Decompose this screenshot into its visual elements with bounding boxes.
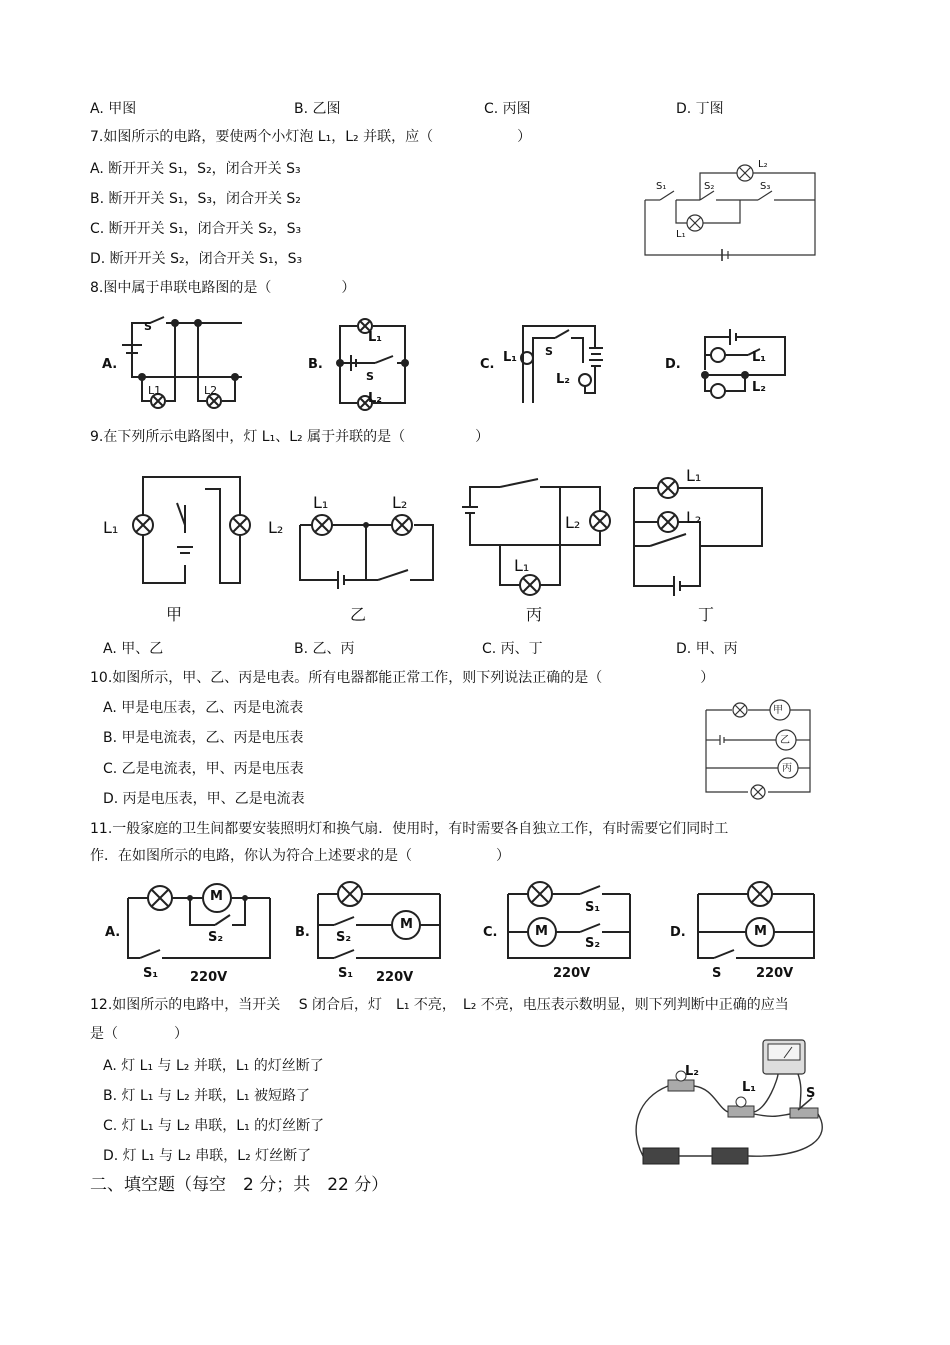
q11-c-motor: M: [535, 924, 548, 939]
q8-b-label-s: S: [366, 370, 374, 383]
q8-a-label-l2: L2: [204, 384, 218, 397]
q11-d-label-s: S: [712, 966, 722, 981]
q8-circuit-d: [690, 325, 790, 405]
q11-b-label-voltage: 220V: [376, 970, 414, 985]
q11-b-label-s2: S₂: [336, 930, 352, 945]
q10-meter-jia: 甲: [773, 705, 783, 716]
q11-b-label-s1: S₁: [338, 966, 354, 981]
q9-caption-yi: 乙: [350, 605, 367, 624]
q9-option-c: C. 丙、丁: [482, 641, 543, 657]
q12-stem-line1: 12.如图所示的电路中，当开关 S 闭合后，灯 L₁ 不亮， L₂ 不亮，电压表示数明显，则下列判断中正确的应当: [90, 997, 789, 1013]
q9-caption-ding: 丁: [698, 605, 715, 624]
q8-c-label-l2: L₂: [556, 372, 570, 387]
q9-caption-jia: 甲: [166, 605, 183, 624]
q11-fig-b-label: B.: [295, 925, 310, 940]
q9-bing-label-l1: L₁: [514, 556, 530, 575]
q8-circuit-c: [505, 318, 615, 413]
q7-label-l2: L₂: [758, 159, 768, 170]
q9-circuit-ding: [630, 478, 770, 590]
q9-yi-label-l1: L₁: [313, 493, 329, 512]
q12-label-l1: L₁: [742, 1080, 756, 1095]
q10-circuit-diagram: [700, 700, 830, 805]
q12-option-b: B. 灯 L₁ 与 L₂ 并联，L₁ 被短路了: [103, 1088, 310, 1104]
q7-stem: 7.如图所示的电路，要使两个小灯泡 L₁，L₂ 并联，应（ ）: [90, 129, 532, 145]
q7-label-s2: S₂: [704, 181, 715, 192]
q8-b-label-l2: L₂: [368, 391, 382, 406]
q11-circuit-a: [120, 880, 275, 965]
q9-jia-label-l2: L₂: [268, 518, 284, 537]
q11-c-label-voltage: 220V: [553, 966, 591, 981]
q12-option-a: A. 灯 L₁ 与 L₂ 并联，L₁ 的灯丝断了: [103, 1058, 324, 1074]
q10-meter-yi: 乙: [780, 735, 790, 746]
q8-a-label-s: S: [144, 320, 152, 333]
q7-option-d: D. 断开开关 S₂，闭合开关 S₁，S₃: [90, 251, 303, 267]
q9-ding-label-l1: L₁: [686, 466, 702, 485]
q11-fig-d-label: D.: [670, 925, 686, 940]
q9-circuit-bing: [460, 485, 610, 595]
q6-option-c: C. 丙图: [484, 101, 531, 117]
q8-fig-c-label: C.: [480, 357, 495, 372]
q8-d-label-l1: L₁: [752, 350, 766, 365]
q8-c-label-s: S: [545, 345, 553, 358]
section-2-heading: 二、填空题（每空 2 分；共 22 分）: [90, 1175, 389, 1195]
q9-ding-label-l2: L₂: [686, 508, 702, 527]
q11-a-label-s2: S₂: [208, 930, 224, 945]
q7-label-l1: L₁: [676, 229, 686, 240]
q10-stem: 10.如图所示，甲、乙、丙是电表。所有电器都能正常工作，则下列说法正确的是（ ）: [90, 670, 715, 686]
q11-a-motor: M: [210, 889, 223, 904]
q9-option-b: B. 乙、丙: [294, 641, 355, 657]
q8-stem: 8.图中属于串联电路图的是（ ）: [90, 280, 356, 296]
q10-option-d: D. 丙是电压表，甲、乙是电流表: [103, 791, 305, 807]
q8-a-label-l1: L1: [148, 384, 162, 397]
q7-label-s1: S₁: [656, 181, 667, 192]
q11-circuit-b: [312, 880, 447, 965]
q9-stem: 9.在下列所示电路图中，灯 L₁、L₂ 属于并联的是（ ）: [90, 429, 490, 445]
q11-fig-c-label: C.: [483, 925, 498, 940]
q8-b-label-l1: L₁: [368, 330, 382, 345]
q11-a-label-s1: S₁: [143, 966, 159, 981]
q8-fig-b-label: B.: [308, 357, 323, 372]
q11-circuit-c: [502, 880, 637, 965]
q6-option-d: D. 丁图: [676, 101, 724, 117]
q12-option-c: C. 灯 L₁ 与 L₂ 串联，L₁ 的灯丝断了: [103, 1118, 325, 1134]
q10-meter-bing: 丙: [782, 763, 792, 774]
q8-c-label-l1: L₁: [503, 350, 517, 365]
q11-c-label-s1: S₁: [585, 900, 601, 915]
q8-d-label-l2: L₂: [752, 380, 766, 395]
q10-option-b: B. 甲是电流表，乙、丙是电压表: [103, 730, 304, 746]
q8-fig-d-label: D.: [665, 357, 681, 372]
q12-option-d: D. 灯 L₁ 与 L₂ 串联，L₂ 灯丝断了: [103, 1148, 312, 1164]
q12-stem-line2: 是（ ）: [90, 1026, 188, 1042]
q10-option-a: A. 甲是电压表，乙、丙是电流表: [103, 700, 304, 716]
q9-yi-label-l2: L₂: [392, 493, 408, 512]
q7-option-c: C. 断开开关 S₁，闭合开关 S₂，S₃: [90, 221, 302, 237]
q10-option-c: C. 乙是电流表，甲、丙是电压表: [103, 761, 304, 777]
q8-circuit-a: [120, 315, 250, 410]
q9-caption-bing: 丙: [526, 605, 543, 624]
q9-option-a: A. 甲、乙: [103, 641, 164, 657]
q11-d-label-voltage: 220V: [756, 966, 794, 981]
q8-fig-a-label: A.: [102, 357, 118, 372]
q11-a-label-voltage: 220V: [190, 970, 228, 985]
q12-label-l2: L₂: [685, 1064, 699, 1079]
q11-d-motor: M: [754, 924, 767, 939]
q11-b-motor: M: [400, 917, 413, 932]
q11-circuit-d: [692, 880, 822, 965]
q9-circuit-jia: [125, 475, 260, 585]
q11-fig-a-label: A.: [105, 925, 121, 940]
q11-stem-line2: 作．在如图所示的电路，你认为符合上述要求的是（ ）: [90, 848, 510, 864]
q7-option-b: B. 断开开关 S₁，S₃，闭合开关 S₂: [90, 191, 301, 207]
q9-bing-label-l2: L₂: [565, 513, 581, 532]
q12-label-s: S: [806, 1086, 816, 1101]
q9-option-d: D. 甲、丙: [676, 641, 738, 657]
q7-circuit-diagram: [640, 155, 820, 260]
q12-physical-circuit: [628, 1038, 828, 1170]
q11-c-label-s2: S₂: [585, 936, 601, 951]
q7-label-s3: S₃: [760, 181, 771, 192]
q6-option-a: A. 甲图: [90, 101, 137, 117]
q6-option-b: B. 乙图: [294, 101, 341, 117]
q9-jia-label-l1: L₁: [103, 518, 119, 537]
q11-stem-line1: 11.一般家庭的卫生间都要安装照明灯和换气扇．使用时，有时需要各自独立工作，有时需要它们同时工: [90, 821, 729, 837]
q7-option-a: A. 断开开关 S₁，S₂，闭合开关 S₃: [90, 161, 301, 177]
